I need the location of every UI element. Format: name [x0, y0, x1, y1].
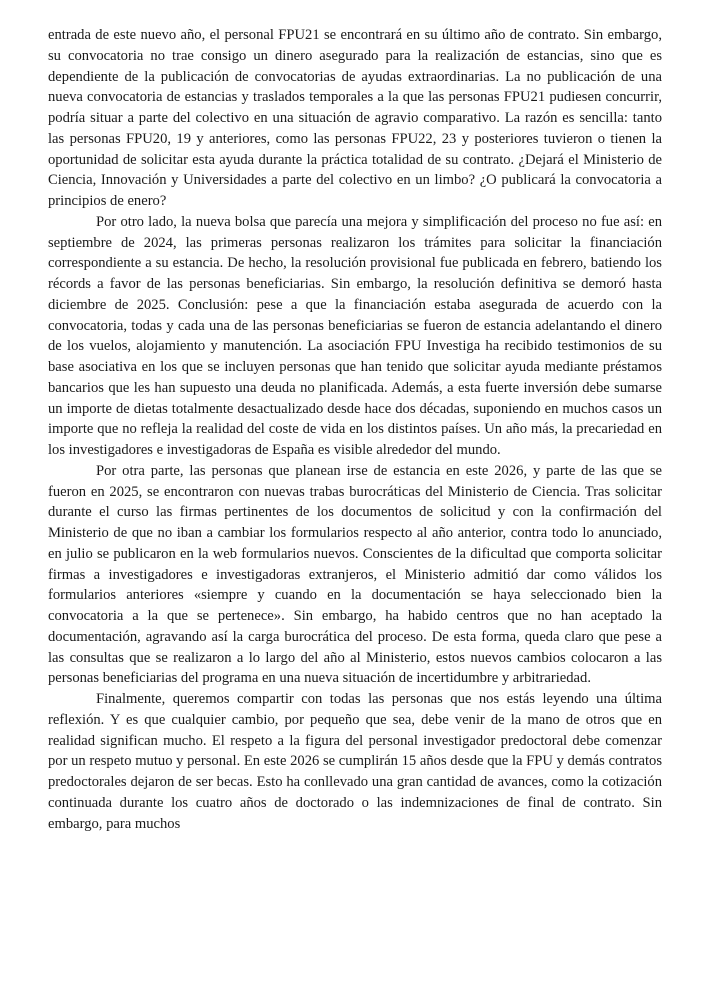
paragraph-final-reflection: Finalmente, queremos compartir con todas las personas que nos estás leyendo una última reflexión. Y es que cualquier cambio, por pequeño que sea, debe venir de la mano de otros que en realidad significan mucho. El respeto a la figura del personal investigador predoctoral debe comenzar por un respeto mutuo y personal. En este 2026 se cumplirán 15 años desde que la FPU y demás contratos predoctorales dejaron de ser becas. Esto ha conllevado una gran cantidad de avances, como la cotización continuada durante los cuatro años de doctorado o las indemnizaciones de final de contrato. Sin embargo, para muchos — [48, 691, 662, 832]
paragraph-bureaucratic-obstacles: Por otra parte, las personas que planean irse de estancia en este 2026, y parte de las que se fueron en 2025, se encontraron con nuevas trabas burocráticas del Ministerio de Ciencia. Tras solicitar durante el curso las firmas pertinentes de los documentos de solicitud y con la confirmación del Ministerio de que no iban a cambiar los formularios respecto al año anterior, contra todo lo anunciado, en julio se publicaron en la web formularios nuevos. Conscientes de la dificultad que comporta solicitar firmas a investigadores e investigadoras extranjeros, el Ministerio admitió dar como válidos los formularios anteriores «siempre y cuando en la documentación se haya seleccionado bien la convocatoria a la que se pertenece». Sin embargo, ha habido centros que no han aceptado la documentación, agravando así la carga burocrática del proceso. De esta forma, queda claro que pese a las consultas que se realizaron a lo largo del año al Ministerio, estos nuevos cambios colocaron a las personas beneficiarias del programa en una nueva situación de incertidumbre y arbitrariedad. — [48, 462, 662, 687]
document-page — [48, 25, 662, 834]
paragraph-fpu21-stays: entrada de este nuevo año, el personal FPU21 se encontrará en su último año de contrato. Sin embargo, su convocatoria no trae consigo un dinero asegurado para la realización de estancias, sino que es dependiente de la publicación de convocatorias de ayudas extraordinarias. La no publicación de una nueva convocatoria de estancias y traslados temporales a la que las personas FPU21 pudiesen concurrir, podría situar a parte del colectivo en una situación de agravio comparativo. La razón es sencilla: tanto las personas FPU20, 19 y anteriores, como las personas FPU22, 23 y posteriores tuvieron o tienen la oportunidad de solicitar esta ayuda durante la práctica totalidad de su contrato. ¿Dejará el Ministerio de Ciencia, Innovación y Universidades a parte del colectivo en un limbo? ¿O publicará la convocatoria a principios de enero? — [48, 27, 662, 209]
paragraph-funding-delay: Por otro lado, la nueva bolsa que parecía una mejora y simplificación del proceso no fue así: en septiembre de 2024, las primeras personas realizaron los trámites para solicitar la financiación correspondiente a su estancia. De hecho, la resolución provisional fue publicada en febrero, batiendo los récords a favor de las personas beneficiarias. Sin embargo, la resolución definitiva se demoró hasta diciembre de 2025. Conclusión: pese a que la financiación estaba asegurada de acuerdo con la convocatoria, todas y cada una de las personas beneficiarias se fueron de estancia adelantando el dinero de los vuelos, alojamiento y manutención. La asociación FPU Investiga ha recibido testimonios de su base asociativa en los que se incluyen personas que han tenido que solicitar ayuda mediante préstamos bancarios que les han supuesto una deuda no planificada. Además, a esta fuerte inversión debe sumarse un importe de dietas totalmente desactualizado desde hace dos décadas, suponiendo en muchos casos un importe que no refleja la realidad del coste de vida en los distintos países. Un año más, la precariedad en los investigadores e investigadoras de España es visible alrededor del mundo. — [48, 213, 662, 458]
